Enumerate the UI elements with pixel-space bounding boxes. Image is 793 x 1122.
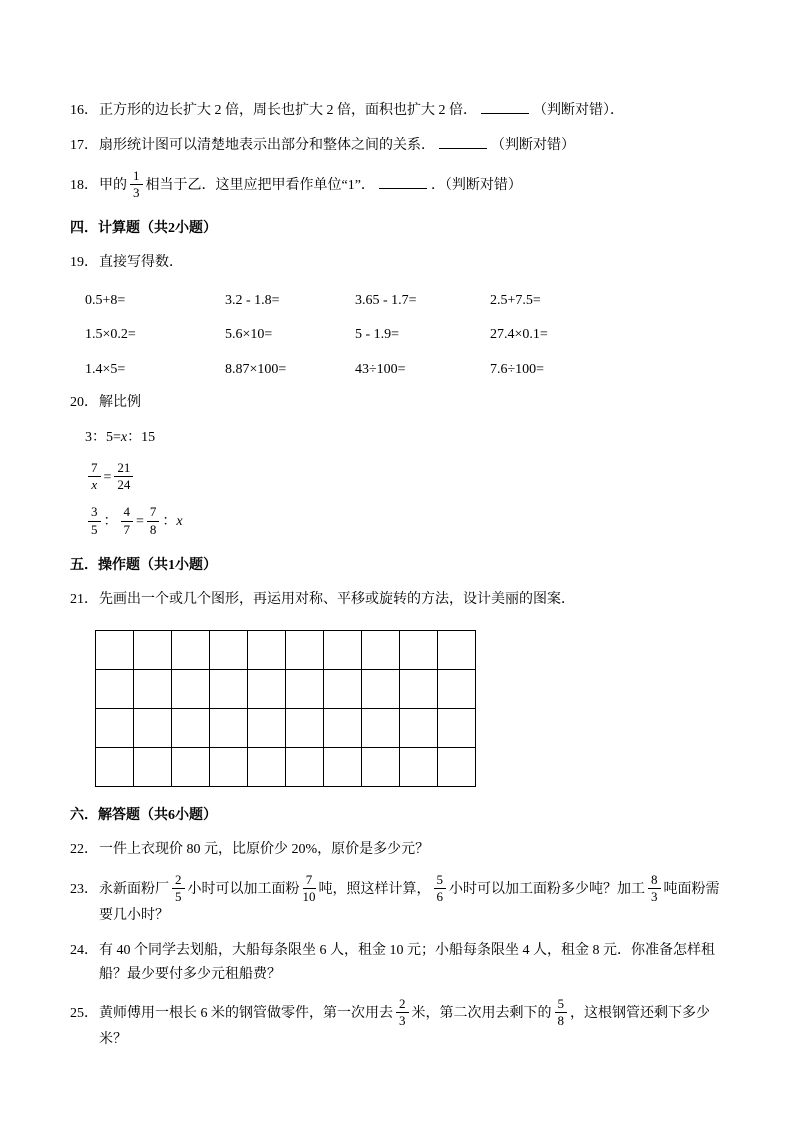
question-25: [70, 997, 725, 1052]
grid-cell: [134, 709, 172, 748]
fraction-denominator: 8: [149, 521, 157, 537]
question-text: 吨，照这样计算，: [318, 881, 431, 897]
question-text: 永新面粉厂: [99, 881, 169, 897]
grid-cell: [172, 709, 210, 748]
grid-cell: [362, 631, 400, 670]
fraction: [396, 997, 409, 1028]
question-16: [70, 99, 725, 123]
fraction: [555, 997, 568, 1028]
fraction: [121, 505, 134, 536]
question-number: 17．: [70, 137, 98, 153]
fraction: [114, 461, 133, 492]
question-text: 一件上衣现价 80 元，比原价少 20%，原价是多少元？: [99, 842, 430, 858]
calc-item: 5.6×10=: [225, 327, 273, 343]
math-variable: x: [176, 514, 183, 530]
grid-cell: [248, 709, 286, 748]
calc-item: 2.5+7.5=: [490, 292, 541, 308]
grid-cell: [96, 709, 134, 748]
question-19: [70, 251, 725, 275]
question-number: 20．: [70, 394, 98, 410]
fraction-numerator: 7: [303, 873, 316, 889]
math-variable: x: [120, 430, 128, 446]
question-text: ：: [103, 514, 118, 530]
answer-blank: [379, 175, 427, 189]
calc-item: 43÷100=: [355, 362, 406, 378]
fraction-numerator: 5: [434, 873, 447, 889]
drawing-grid: [95, 630, 476, 787]
grid-cell: [96, 748, 134, 787]
fraction-numerator: 21: [114, 461, 133, 477]
question-text: 直接写得数．: [99, 255, 183, 271]
fraction-numerator: 7: [88, 461, 101, 477]
fraction-numerator: 2: [172, 873, 185, 889]
grid-cell: [400, 670, 438, 709]
question-text: 有 40 个同学去划船，大船每条限坐 6 人，租金 10 元；小船每条限坐 4 人，租金 8 元．你准备怎样租船？最少要付多少元租船费？: [99, 942, 715, 982]
answer-blank: [481, 100, 529, 114]
fraction: [434, 873, 447, 904]
question-number: 22．: [70, 842, 98, 858]
question-text: 甲的: [99, 177, 127, 193]
grid-cell: [210, 670, 248, 709]
calc-item: 3.65 - 1.7=: [355, 292, 417, 308]
calc-item: 8.87×100=: [225, 362, 287, 378]
grid-cell: [210, 709, 248, 748]
fraction: [147, 505, 160, 536]
grid-cell: [438, 709, 476, 748]
grid-cell: [324, 670, 362, 709]
proportion-equation: [85, 427, 725, 448]
grid-cell: [324, 709, 362, 748]
calc-item: 3.2 - 1.8=: [225, 292, 280, 308]
calc-item: 27.4×0.1=: [490, 327, 548, 343]
question-text: 小时可以加工面粉: [187, 881, 300, 897]
fraction-denominator: 5: [91, 521, 98, 537]
calc-item: 1.5×0.2=: [85, 327, 136, 343]
grid-cell: [438, 748, 476, 787]
grid-cell: [172, 631, 210, 670]
answer-blank: [439, 135, 487, 149]
question-22: [70, 838, 725, 862]
question-number: 25．: [70, 1006, 98, 1022]
fraction-numerator: 8: [648, 873, 661, 889]
question-text: 3：5=: [85, 430, 121, 446]
fraction: [88, 461, 101, 492]
fraction-denominator: x: [91, 477, 98, 493]
question-text: 正方形的边长扩大 2 倍，周长也扩大 2 倍，面积也扩大 2 倍．: [99, 103, 477, 118]
fraction-denominator: 3: [399, 1013, 406, 1029]
fraction-numerator: 1: [130, 169, 143, 185]
proportion-equation: [85, 461, 725, 492]
question-18: [70, 169, 725, 200]
grid-cell: [96, 670, 134, 709]
question-23: [70, 873, 725, 928]
section-header: 五．操作题（共1小题）: [70, 557, 217, 573]
section-header: 六．解答题（共6小题）: [70, 807, 217, 823]
calc-grid: [85, 291, 725, 380]
fraction-denominator: 8: [557, 1013, 564, 1029]
fraction-denominator: 3: [133, 184, 140, 200]
question-text: ：: [162, 514, 177, 530]
question-17: [70, 134, 725, 158]
question-text: （判断对错）．: [533, 103, 624, 118]
grid-cell: [324, 748, 362, 787]
question-number: 16．: [70, 103, 98, 118]
fraction: [648, 873, 661, 904]
grid-cell: [248, 631, 286, 670]
question-text: ：15: [127, 430, 156, 446]
question-number: 18．: [70, 177, 98, 193]
calc-item: 7.6÷100=: [490, 362, 545, 378]
grid-cell: [248, 748, 286, 787]
question-text: ．（判断对错）: [430, 177, 522, 193]
grid-cell: [210, 631, 248, 670]
fraction-denominator: 3: [651, 888, 658, 904]
grid-cell: [400, 748, 438, 787]
grid-cell: [210, 748, 248, 787]
fraction-numerator: 2: [396, 997, 409, 1013]
fraction-numerator: 7: [147, 505, 160, 521]
fraction: [303, 873, 316, 904]
grid-cell: [400, 709, 438, 748]
grid-cell: [286, 631, 324, 670]
question-text: 吨面粉需要几小时？: [99, 881, 720, 923]
question-number: 23．: [70, 881, 98, 897]
question-text: 先画出一个或几个图形，再运用对称、平移或旋转的方法，设计美丽的图案．: [99, 591, 575, 607]
grid-cell: [172, 670, 210, 709]
question-text: =: [103, 470, 112, 486]
fraction: [130, 169, 143, 200]
question-text: （判断对错）: [491, 137, 575, 153]
question-text: =: [136, 514, 144, 530]
fraction-numerator: 3: [88, 505, 101, 521]
fraction: [88, 505, 101, 536]
question-21: [70, 588, 725, 612]
calc-item: 5 - 1.9=: [355, 327, 400, 343]
grid-cell: [96, 631, 134, 670]
question-number: 21．: [70, 591, 98, 607]
calc-item: 1.4×5=: [85, 362, 126, 378]
grid-cell: [248, 670, 286, 709]
fraction-denominator: 24: [117, 477, 131, 493]
question-text: 扇形统计图可以清楚地表示出部分和整体之间的关系．: [99, 137, 435, 153]
grid-cell: [134, 670, 172, 709]
grid-cell: [324, 631, 362, 670]
question-20: [70, 391, 725, 415]
fraction-denominator: 6: [436, 888, 443, 904]
question-24: [70, 939, 725, 987]
grid-cell: [362, 670, 400, 709]
question-number: 19．: [70, 255, 98, 271]
proportion-equation: [85, 505, 725, 536]
calc-item: 0.5+8=: [85, 292, 126, 308]
question-text: 解比例: [99, 394, 141, 410]
grid-cell: [172, 748, 210, 787]
fraction-denominator: 7: [123, 521, 130, 537]
grid-cell: [438, 670, 476, 709]
grid-cell: [134, 748, 172, 787]
grid-cell: [286, 670, 324, 709]
grid-cell: [134, 631, 172, 670]
fraction-denominator: 5: [175, 888, 182, 904]
grid-cell: [286, 709, 324, 748]
question-text: ，这根钢管还剩下多少米？: [99, 1006, 710, 1048]
grid-cell: [362, 709, 400, 748]
question-text: 米，第二次用去剩下的: [411, 1006, 552, 1022]
section-header: 四．计算题（共2小题）: [70, 220, 217, 236]
grid-cell: [286, 748, 324, 787]
fraction-numerator: 4: [121, 505, 134, 521]
fraction-denominator: 10: [302, 888, 316, 904]
question-number: 24．: [70, 942, 98, 958]
grid-cell: [362, 748, 400, 787]
fraction: [172, 873, 185, 904]
question-text: 相当于乙．这里应把甲看作单位“1”．: [145, 177, 375, 193]
question-text: 黄师傅用一根长 6 米的钢管做零件，第一次用去: [99, 1006, 393, 1022]
grid-cell: [438, 631, 476, 670]
question-text: 小时可以加工面粉多少吨？加工: [449, 881, 645, 897]
fraction-numerator: 5: [555, 997, 568, 1013]
grid-cell: [400, 631, 438, 670]
